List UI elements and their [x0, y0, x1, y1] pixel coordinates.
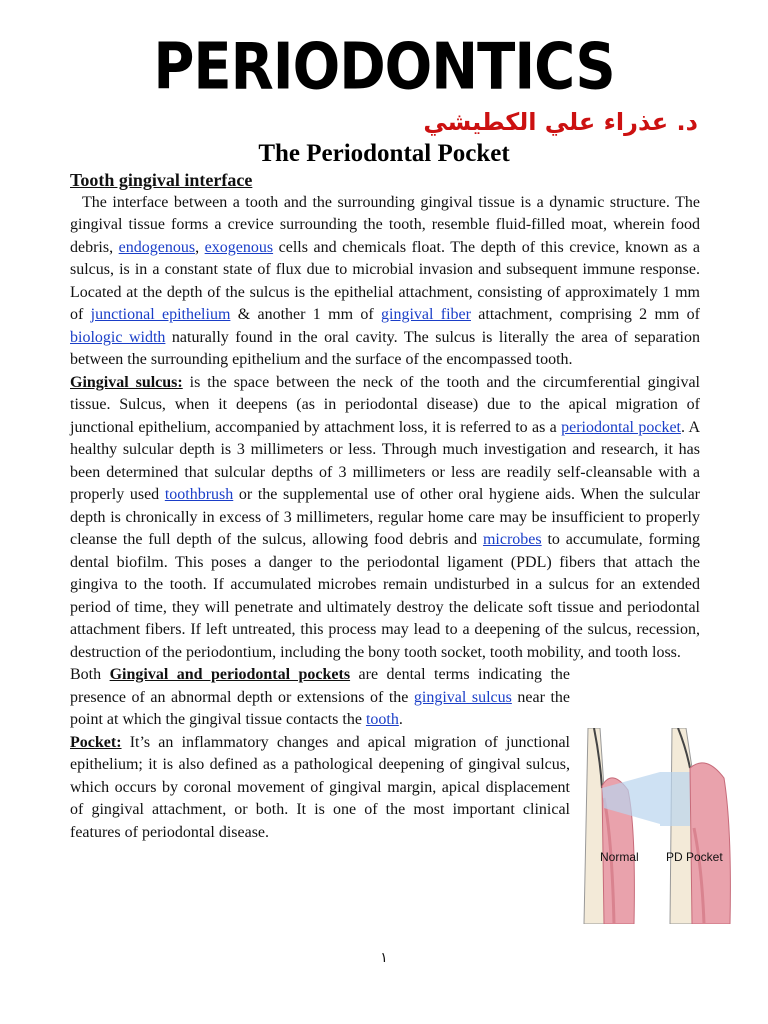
text-run: cells and chemicals float. The depth of this crevice, known as a sulcus, is in a constant state of flux due to microbial invasion and subsequent immune response. Located at the depth of the sulcus is the epithelial attachment, consisting of approximately 1 mm of — [70, 238, 701, 323]
link-gingival-sulcus[interactable]: gingival sulcus — [413, 688, 512, 706]
text-run: is the space between the neck of the tooth and the circumferential gingival tissue. Sulcus, when it deepens (as in periodontal disease) due to the apical migration of junctional epithelium, accompanied by attachment loss, it is referred to as a — [70, 373, 701, 436]
section-heading: Tooth gingival interface — [70, 170, 253, 190]
page-title: The Periodontal Pocket — [258, 140, 510, 167]
link-microbes[interactable]: microbes — [482, 531, 542, 548]
pd-pocket-label: PD Pocket — [666, 850, 723, 864]
text-run: . — [398, 711, 403, 728]
term-label: Gingival sulcus: — [70, 373, 183, 391]
text-run: naturally found in the oral cavity. The sulcus is literally the area of separation between the surrounding epithelium and the surface of the encompassed tooth. — [70, 328, 701, 368]
page-banner: PERIODONTICS — [153, 30, 615, 105]
text-run: & another 1 mm of — [230, 306, 382, 323]
paragraph-tooth-gingival-interface — [70, 192, 700, 372]
link-endogenous[interactable]: endogenous — [118, 238, 196, 256]
link-junctional-epithelium[interactable]: junctional epithelium — [90, 306, 231, 323]
paragraph-gingival-sulcus — [70, 372, 700, 665]
term-label: Pocket: — [70, 733, 122, 751]
text-run: to accumulate, forming dental biofilm. This poses a danger to the periodontal ligament (PDL) fibers that attach the gingiva to the tooth. If accumulated microbes remain undisturbed in a sulcus for an extended period of time, they will penetrate and ultimately destroy the delicate soft tissue and periodontal attachment fibers. If left untreated, this process may lead to a deepening of the sulcus, recession, destruction of the periodontium, including the bony tooth socket, tooth mobility, and tooth loss. — [70, 531, 700, 661]
paragraph-pocket-definition — [70, 732, 570, 845]
link-tooth[interactable]: tooth — [365, 711, 399, 728]
text-run: attachment, comprising 2 mm of — [470, 306, 701, 323]
author-name: د. عذراء علي الكطيشي — [423, 108, 698, 136]
text-run: The interface between a tooth and the surrounding gingival tissue is a dynamic structure. The gingival tissue forms a crevice surrounding the tooth, resemble fluid-filled moat, wherein food debris, — [70, 193, 700, 256]
link-biologic-width[interactable]: biologic width — [70, 328, 166, 346]
link-periodontal-pocket[interactable]: periodontal pocket — [561, 418, 681, 436]
pocket-illustration — [582, 728, 732, 924]
text-run: are dental terms indicating the presence of an abnormal depth or extensions of the — [70, 666, 571, 706]
text-run: near the point at which the gingival tissue contacts the — [70, 688, 570, 728]
pocket-depth-highlight — [660, 772, 690, 826]
link-toothbrush[interactable]: toothbrush — [164, 486, 234, 503]
tooth-diagram-svg — [582, 728, 732, 924]
text-run: or the supplemental use of other oral hygiene aids. When the sulcular depth is chronically in excess of 3 millimeters, regular home care may be insufficient to properly cleanse the full depth of the sulcus, allowing food debris and — [70, 486, 701, 548]
page-number: ١ — [380, 951, 388, 966]
text-run: Both — [70, 666, 110, 683]
paragraph-pockets — [70, 664, 570, 732]
text-run: . A healthy sulcular depth is 3 millimeters or less. Through much investigation and research, it has been determined that sulcular depths of 3 millimeters or less are readily self-cleansable with a properly used — [70, 418, 701, 503]
link-gingival-fiber[interactable]: gingival fiber — [381, 306, 471, 323]
text-run: , — [195, 238, 205, 256]
text-run: It’s an inflammatory changes and apical migration of junctional epithelium; it is also defined as a pathological deepening of gingival sulcus, which occurs by coronal movement of gingival margin, apical displacement of gingival attachment, or both. It is one of the most important clinical features of periodontal disease. — [70, 733, 570, 841]
link-exogenous[interactable]: exogenous — [204, 238, 274, 256]
normal-label: Normal — [600, 850, 639, 864]
term-label: Gingival and periodontal pockets — [109, 666, 351, 683]
